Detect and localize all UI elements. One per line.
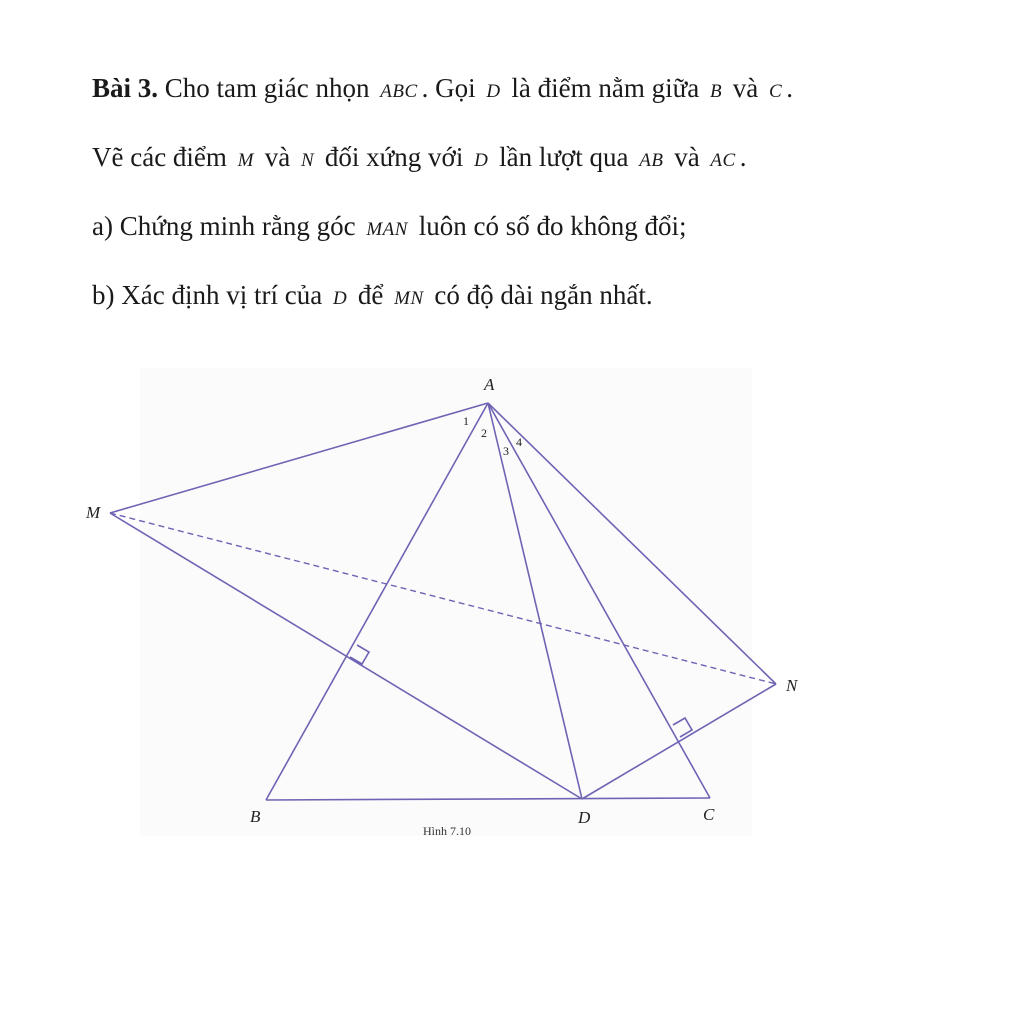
point-label-d: D [578,808,591,827]
math-variable: MAN [366,219,408,240]
point-label-a: A [484,375,495,394]
angle-label-3: 3 [503,444,509,458]
math-variable: B [709,81,723,102]
figure-background [140,368,752,836]
text-segment: có độ dài ngắn nhất. [434,280,653,310]
text-segment: và [674,142,700,172]
text-segment: lần lượt qua [499,142,629,172]
text-segment: a) Chứng minh rằng góc [92,211,356,241]
math-variable: AC [710,150,736,171]
math-variable: D [486,81,501,102]
angle-label-1: 1 [463,414,469,428]
math-variable: C [769,81,783,102]
angle-label-4: 4 [516,435,522,449]
point-label-b: B [250,807,261,826]
point-label-m: M [86,503,101,522]
text-segment: luôn có số đo không đổi; [418,211,687,241]
point-label-c: C [703,805,715,824]
figure-caption: Hình 7.10 [423,824,471,838]
text-segment: . [739,142,747,172]
math-variable: D [474,150,489,171]
math-variable: AB [639,150,664,171]
point-label-n: N [786,676,798,695]
text-segment: Cho tam giác nhọn [164,73,370,103]
math-variable: N [300,150,315,171]
text-segment: b) Xác định vị trí của [92,280,323,310]
text-segment: Vẽ các điểm [92,142,227,172]
text-segment: . Gọi [421,73,476,103]
text-segment: và [264,142,291,172]
math-variable: M [237,150,254,171]
text-segment: . [786,73,793,103]
text-segment: đối xứng với [324,142,464,172]
math-variable: ABC [380,81,418,102]
text-segment: và [732,73,759,103]
text-segment: để [357,280,384,310]
math-variable: D [332,288,348,309]
problem-label: Bài 3. [92,73,159,103]
angle-label-2: 2 [481,426,487,440]
math-variable: MN [394,288,424,309]
text-segment: là điểm nằm giữa [511,73,700,103]
